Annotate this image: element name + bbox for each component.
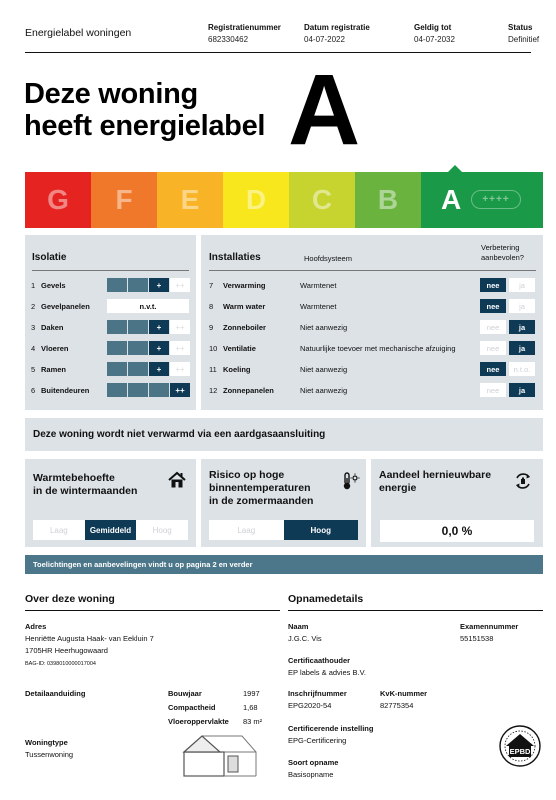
info-banner: Toelichtingen en aanbevelingen vindt u op pagina 2 en verder <box>25 555 543 574</box>
answer-nee: nee <box>480 362 506 376</box>
scale-class-f: F <box>91 172 157 228</box>
opname-title: Opnamedetails <box>288 593 364 605</box>
isolatie-row: 4 Vloeren + ++ <box>25 341 196 355</box>
risico-scale <box>209 520 358 540</box>
rating-square <box>107 362 127 376</box>
soort-opname-label: Soort opname <box>288 758 339 767</box>
rating-plus: + <box>149 278 169 292</box>
rating-plus: + <box>149 341 169 355</box>
header-datum-registratie: Datum registratie 04-07-2022 <box>304 23 370 44</box>
scale-class-g: G <box>25 172 91 228</box>
document-title: Energielabel woningen <box>25 27 132 39</box>
isolatie-row: 1 Gevels + ++ <box>25 278 196 292</box>
option-laag: Laag <box>33 520 85 540</box>
warmtebehoefte-title: Warmtebehoefte in de wintermaanden <box>33 472 138 497</box>
thermometer-sun-icon <box>340 471 360 491</box>
isolatie-row: 3 Daken + ++ <box>25 320 196 334</box>
bouwjaar-label: Bouwjaar <box>168 689 202 698</box>
rating-square <box>107 341 127 355</box>
rating-plus: + <box>149 362 169 376</box>
hernieuwbare-title: Aandeel hernieuwbare energie <box>379 469 492 494</box>
answer-nee: nee <box>480 299 506 313</box>
rating-plus-plus: ++ <box>170 320 190 334</box>
house-icon <box>167 470 187 490</box>
header-divider <box>25 52 531 53</box>
risico-box <box>201 459 366 547</box>
installatie-row: 7 Verwarming Warmtenet nee ja <box>201 278 543 292</box>
headline-line-2: heeft energielabel <box>24 110 266 142</box>
scale-class-a-letter: A <box>441 184 462 215</box>
inschrijfnummer-label: Inschrijfnummer <box>288 689 347 698</box>
vloeroppervlakte-label: Vloeroppervlakte <box>168 717 229 726</box>
installatie-row: 8 Warm water Warmtenet nee ja <box>201 299 543 313</box>
installatie-row: 10 Ventilatie Natuurlijke toevoer met mechanische afzuiging nee ja <box>201 341 543 355</box>
rating-square <box>107 383 127 397</box>
rating-square <box>107 320 127 334</box>
option-laag: Laag <box>209 520 284 540</box>
rating-plus-plus: ++ <box>170 278 190 292</box>
over-title: Over deze woning <box>25 593 115 605</box>
scale-class-d: D <box>223 172 289 228</box>
warmtebehoefte-box <box>25 459 196 547</box>
adres-label: Adres <box>25 622 47 631</box>
gas-notice-panel <box>25 418 543 451</box>
option-gemiddeld: Gemiddeld <box>85 520 137 540</box>
kvk-value: 82775354 <box>380 701 414 710</box>
installatie-row: 12 Zonnepanelen Niet aanwezig nee ja <box>201 383 543 397</box>
detail-label: Detailaanduiding <box>25 689 86 698</box>
plus-classes-pill: ++++ <box>471 190 521 209</box>
page-header <box>0 0 556 58</box>
over-divider <box>25 610 280 611</box>
vloeroppervlakte-value: 83 m² <box>243 717 263 726</box>
installatie-row: 9 Zonneboiler Niet aanwezig nee ja <box>201 320 543 334</box>
isolatie-row: 6 Buitendeuren ++ <box>25 383 196 397</box>
not-applicable-badge: n.v.t. <box>107 299 189 313</box>
warmtebehoefte-scale <box>33 520 188 540</box>
hernieuwbare-value: 0,0 % <box>380 520 534 542</box>
epbd-logo <box>498 724 542 768</box>
isolatie-panel <box>25 235 196 410</box>
energy-label-scale <box>25 172 543 228</box>
rating-plus-plus: ++ <box>170 362 190 376</box>
option-hoog: Hoog <box>284 520 359 540</box>
inschrijfnummer-value: EPG2020-54 <box>288 701 332 710</box>
answer-ja: ja <box>509 341 535 355</box>
examen-value: 55151538 <box>460 634 494 643</box>
col-verbetering: Verbetering aanbevolen? <box>481 243 524 262</box>
scale-class-a <box>421 172 543 228</box>
hernieuwbare-box <box>371 459 543 547</box>
compactheid-value: 1,68 <box>243 703 258 712</box>
adres-line-1: Henriëtte Augusta Haak- van Eekluin 7 <box>25 634 154 643</box>
answer-nto: n.t.o. <box>509 362 535 376</box>
answer-nee: nee <box>480 320 506 334</box>
bouwjaar-value: 1997 <box>243 689 260 698</box>
installaties-panel <box>201 235 543 410</box>
isolatie-row: 5 Ramen + ++ <box>25 362 196 376</box>
certificaathouder-value: EP labels & advies B.V. <box>288 668 366 677</box>
rating-square <box>128 278 148 292</box>
isolatie-row: 2 Gevelpanelen n.v.t. <box>25 299 196 313</box>
energy-label-letter: A <box>288 54 361 166</box>
kvk-label: KvK-nummer <box>380 689 428 698</box>
answer-ja: ja <box>509 299 535 313</box>
examen-label: Examennummer <box>460 622 519 631</box>
rating-square <box>128 320 148 334</box>
answer-nee: nee <box>480 341 506 355</box>
rating-plus-plus: ++ <box>170 341 190 355</box>
col-hoofdsysteem: Hoofdsysteem <box>304 254 352 263</box>
answer-nee: nee <box>480 278 506 292</box>
answer-nee: nee <box>480 383 506 397</box>
rating-square <box>128 362 148 376</box>
adres-line-2: 1705HR Heerhugowaard <box>25 646 108 655</box>
naam-value: J.G.C. Vis <box>288 634 322 643</box>
rating-square <box>128 341 148 355</box>
woningtype-value: Tussenwoning <box>25 750 74 759</box>
installaties-title: Installaties <box>209 252 261 263</box>
risico-title: Risico op hoge binnentemperaturen in de zomermaanden <box>209 469 314 507</box>
instelling-label: Certificerende instelling <box>288 724 374 733</box>
option-hoog: Hoog <box>136 520 188 540</box>
headline <box>24 78 265 142</box>
compactheid-label: Compactheid <box>168 703 216 712</box>
scale-class-e: E <box>157 172 223 228</box>
answer-ja: ja <box>509 383 535 397</box>
instelling-value: EPG-Certificering <box>288 736 347 745</box>
bag-id: BAG-ID: 0398010000017004 <box>25 661 96 667</box>
epbd-logo-text: EPBD <box>509 747 531 756</box>
opname-divider <box>288 610 543 611</box>
header-status: Status Definitief <box>508 23 540 44</box>
gas-notice-text: Deze woning wordt niet verwarmd via een aardgasaansluiting <box>33 429 326 440</box>
soort-opname-value: Basisopname <box>288 770 334 779</box>
terraced-house-icon <box>180 730 270 778</box>
rating-plus: + <box>149 320 169 334</box>
renewable-cycle-icon <box>513 471 533 491</box>
rating-square <box>107 278 127 292</box>
scale-class-c: C <box>289 172 355 228</box>
isolatie-divider <box>32 270 189 271</box>
answer-ja: ja <box>509 278 535 292</box>
answer-ja: ja <box>509 320 535 334</box>
rating-plus-plus: ++ <box>170 383 190 397</box>
isolatie-title: Isolatie <box>32 252 67 263</box>
rating-square <box>149 383 169 397</box>
rating-square <box>128 383 148 397</box>
headline-line-1: Deze woning <box>24 78 198 110</box>
scale-class-b: B <box>355 172 421 228</box>
header-registratienummer: Registratienummer 682330462 <box>208 23 281 44</box>
installaties-divider <box>209 270 536 271</box>
installatie-row: 11 Koeling Niet aanwezig nee n.t.o. <box>201 362 543 376</box>
woningtype-label: Woningtype <box>25 738 68 747</box>
certificaathouder-label: Certificaathouder <box>288 656 351 665</box>
naam-label: Naam <box>288 622 309 631</box>
header-geldig-tot: Geldig tot 04-07-2032 <box>414 23 455 44</box>
